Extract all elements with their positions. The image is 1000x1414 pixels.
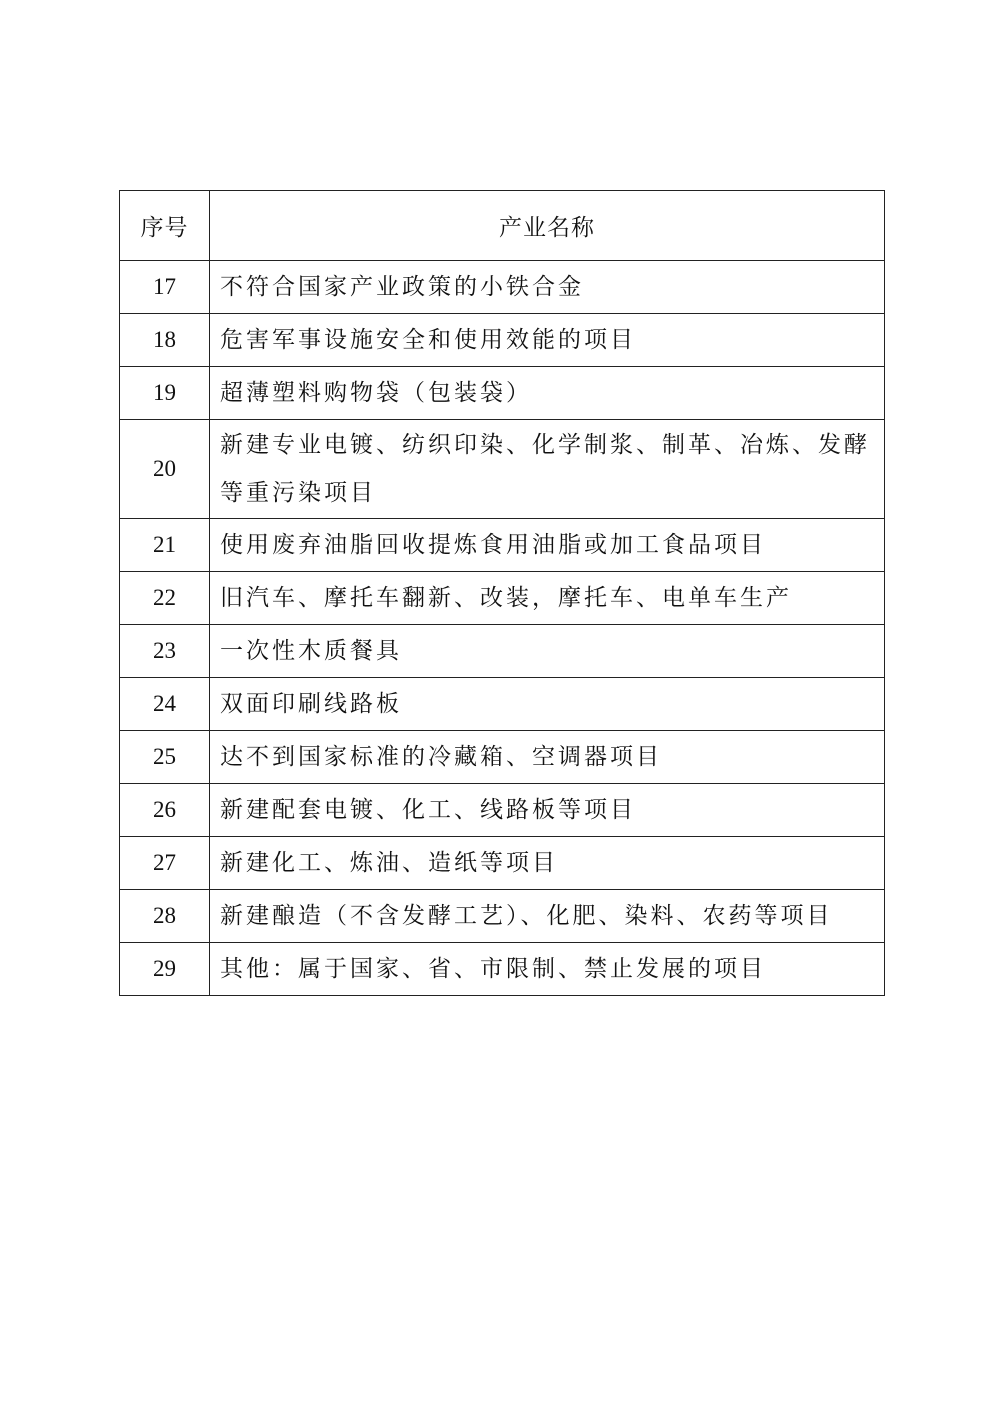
table-row (120, 678, 885, 731)
row-number: 23 (120, 625, 210, 678)
row-industry-name: 新建配套电镀、化工、线路板等项目 (210, 784, 885, 837)
row-number: 19 (120, 367, 210, 420)
row-number: 20 (120, 420, 210, 519)
table-row (120, 572, 885, 625)
header-industry-name: 产业名称 (210, 191, 885, 261)
row-number: 27 (120, 837, 210, 890)
row-industry-name: 达不到国家标准的冷藏箱、空调器项目 (210, 731, 885, 784)
row-industry-name: 新建化工、炼油、造纸等项目 (210, 837, 885, 890)
row-number: 18 (120, 314, 210, 367)
row-industry-name: 双面印刷线路板 (210, 678, 885, 731)
row-industry-name: 使用废弃油脂回收提炼食用油脂或加工食品项目 (210, 519, 885, 572)
table-row (120, 890, 885, 943)
industry-table (119, 190, 885, 996)
table-row (120, 837, 885, 890)
table-row (120, 314, 885, 367)
row-number: 22 (120, 572, 210, 625)
row-industry-name: 新建专业电镀、纺织印染、化学制浆、制革、冶炼、发酵等重污染项目 (210, 420, 885, 519)
table-header-row (120, 191, 885, 261)
table-row (120, 261, 885, 314)
table-row (120, 731, 885, 784)
header-number: 序号 (120, 191, 210, 261)
table-row (120, 367, 885, 420)
row-number: 21 (120, 519, 210, 572)
row-number: 28 (120, 890, 210, 943)
row-industry-name: 超薄塑料购物袋（包装袋） (210, 367, 885, 420)
row-industry-name: 旧汽车、摩托车翻新、改装，摩托车、电单车生产 (210, 572, 885, 625)
row-industry-name: 一次性木质餐具 (210, 625, 885, 678)
row-number: 17 (120, 261, 210, 314)
table-row (120, 420, 885, 519)
table-row (120, 784, 885, 837)
row-industry-name: 新建酿造（不含发酵工艺）、化肥、染料、农药等项目 (210, 890, 885, 943)
table-row (120, 625, 885, 678)
row-industry-name: 其他：属于国家、省、市限制、禁止发展的项目 (210, 943, 885, 996)
row-number: 24 (120, 678, 210, 731)
table-row (120, 943, 885, 996)
table-row (120, 519, 885, 572)
row-number: 25 (120, 731, 210, 784)
row-industry-name: 不符合国家产业政策的小铁合金 (210, 261, 885, 314)
row-number: 29 (120, 943, 210, 996)
row-industry-name: 危害军事设施安全和使用效能的项目 (210, 314, 885, 367)
row-number: 26 (120, 784, 210, 837)
